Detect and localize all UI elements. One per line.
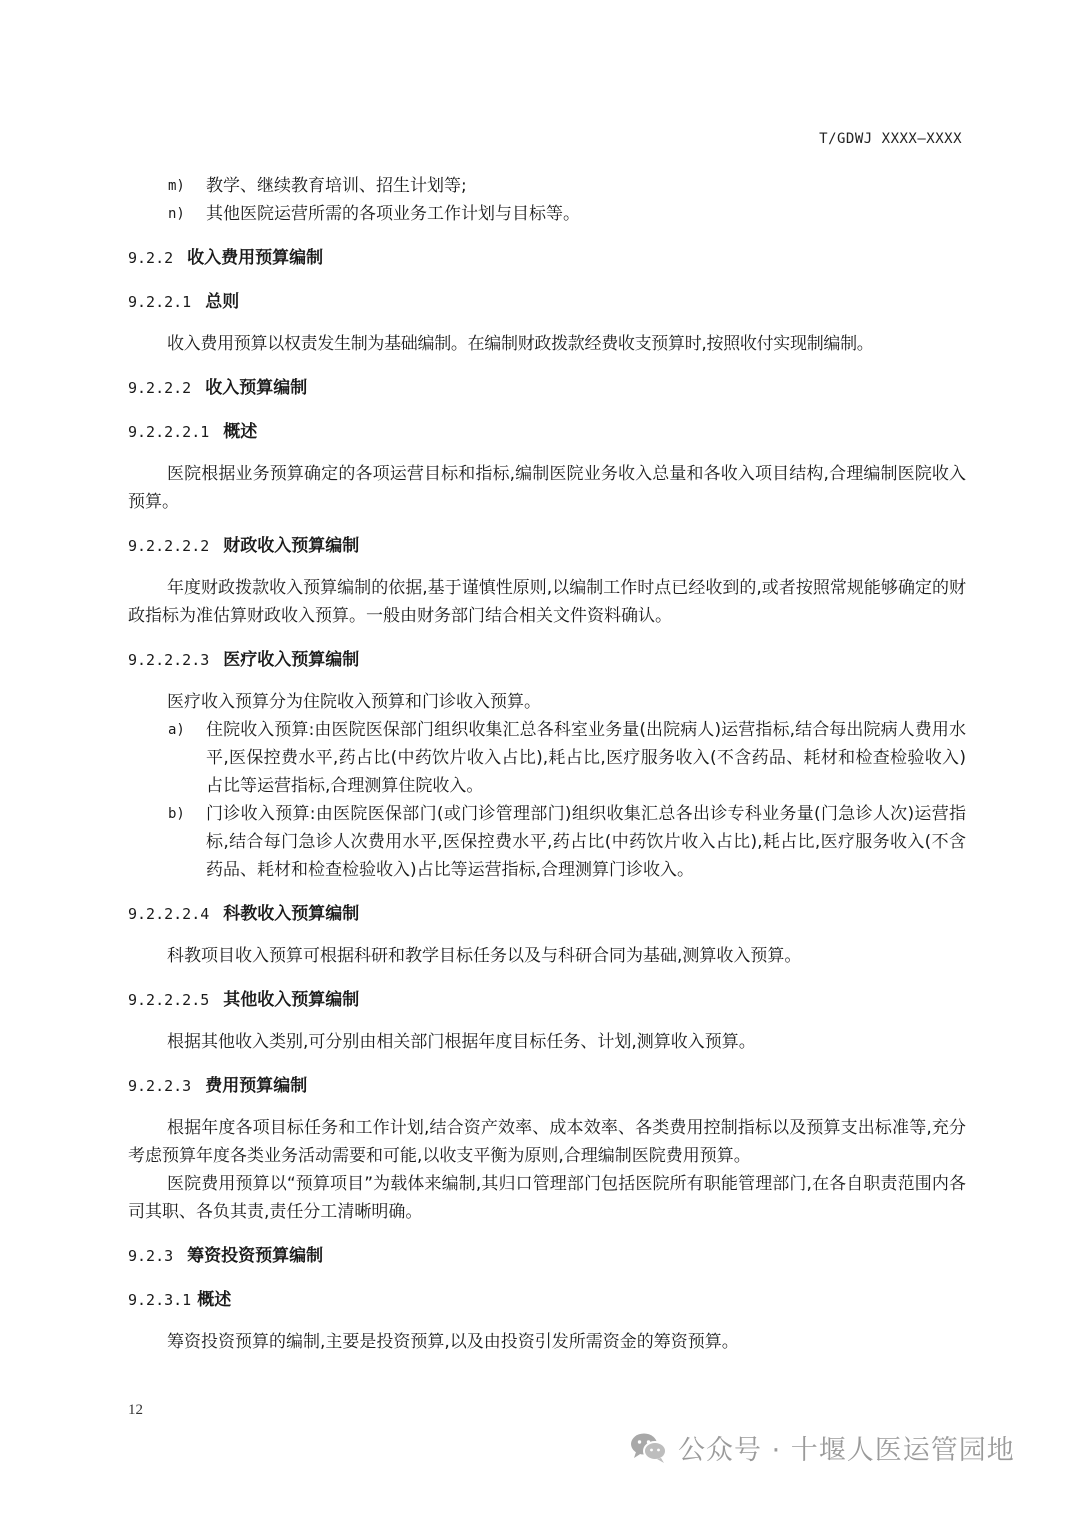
section-number: 9.2.2.2.2 [128, 537, 210, 555]
section-number: 9.2.2.2 [128, 379, 192, 397]
section-title: 医疗收入预算编制 [223, 650, 360, 670]
section-heading-9-2-2-2-5 [128, 986, 966, 1014]
section-title: 科教收入预算编制 [223, 904, 360, 924]
list-marker: a) [168, 722, 185, 738]
paragraph: 科教项目收入预算可根据科研和教学目标任务以及与科研合同为基础,测算收入预算。 [167, 946, 802, 966]
page-number: 12 [128, 1402, 143, 1418]
section-number: 9.2.2.3 [128, 1077, 192, 1095]
section-title: 收入预算编制 [205, 378, 308, 398]
list-item-a [128, 716, 966, 800]
section-heading-9-2-3-1 [128, 1286, 966, 1314]
document-body [128, 172, 966, 1356]
section-heading-9-2-2-2-4 [128, 900, 966, 928]
list-marker: n) [168, 206, 185, 222]
section-heading-9-2-2-2-2 [128, 532, 966, 560]
section-title: 财政收入预算编制 [223, 536, 360, 556]
section-heading-9-2-2 [128, 244, 966, 272]
section-heading-9-2-2-3 [128, 1072, 966, 1100]
document-code-header: T/GDWJ XXXX—XXXX [819, 131, 962, 147]
section-number: 9.2.3.1 [128, 1291, 192, 1309]
section-title: 其他收入预算编制 [223, 990, 360, 1010]
list-item-text: 教学、继续教育培训、招生计划等; [206, 176, 467, 196]
section-heading-9-2-2-2 [128, 374, 966, 402]
section-number: 9.2.2.1 [128, 293, 192, 311]
section-heading-9-2-2-2-1 [128, 418, 966, 446]
section-title: 总则 [205, 292, 240, 312]
wechat-watermark [630, 1428, 1015, 1467]
list-item-m [128, 172, 966, 200]
section-title: 收入费用预算编制 [187, 248, 324, 268]
list-item-text: 住院收入预算:由医院医保部门组织收集汇总各科室业务量(出院病人)运营指标,结合每出院病人费用水平,医保控费水平,药占比(中药饮片收入占比),耗占比,医疗服务收入(不含药品、耗材和检查检验收入)占比等运营指标,合理测算住院收入。 [206, 720, 966, 796]
paragraph: 医疗收入预算分为住院收入预算和门诊收入预算。 [167, 692, 541, 712]
section-title: 费用预算编制 [205, 1076, 308, 1096]
paragraph: 筹资投资预算的编制,主要是投资预算,以及由投资引发所需资金的筹资预算。 [167, 1332, 739, 1352]
section-heading-9-2-2-2-3 [128, 646, 966, 674]
section-number: 9.2.2.2.4 [128, 905, 210, 923]
section-heading-9-2-2-1 [128, 288, 966, 316]
paragraph: 根据其他收入类别,可分别由相关部门根据年度目标任务、计划,测算收入预算。 [167, 1032, 756, 1052]
section-number: 9.2.2.2.1 [128, 423, 210, 441]
watermark-text: 公众号 · 十堰人医运管园地 [678, 1435, 1015, 1466]
paragraph: 根据年度各项目标任务和工作计划,结合资产效率、成本效率、各类费用控制指标以及预算支出标准等,充分考虑预算年度各类业务活动需要和可能,以收支平衡为原则,合理编制医院费用预算。 [128, 1118, 966, 1166]
list-marker: m) [168, 178, 185, 194]
section-number: 9.2.2.2.5 [128, 991, 210, 1009]
list-item-text: 其他医院运营所需的各项业务工作计划与目标等。 [206, 204, 580, 224]
paragraph: 医院费用预算以“预算项目”为载体来编制,其归口管理部门包括医院所有职能管理部门,在各自职责范围内各司其职、各负其责,责任分工清晰明确。 [128, 1174, 966, 1222]
paragraph: 医院根据业务预算确定的各项运营目标和指标,编制医院业务收入总量和各收入项目结构,合理编制医院收入预算。 [128, 464, 966, 512]
section-title: 概述 [223, 422, 258, 442]
paragraph: 年度财政拨款收入预算编制的依据,基于谨慎性原则,以编制工作时点已经收到的,或者按照常规能够确定的财政指标为准估算财政收入预算。一般由财务部门结合相关文件资料确认。 [128, 578, 966, 626]
section-number: 9.2.3 [128, 1247, 174, 1265]
list-item-text: 门诊收入预算:由医院医保部门(或门诊管理部门)组织收集汇总各出诊专科业务量(门急诊人次)运营指标,结合每门急诊人次费用水平,医保控费水平,药占比(中药饮片收入占比),耗占比,医疗服务收入(不含药品、耗材和检查检验收入)占比等运营指标,合理测算门诊收入。 [206, 804, 966, 880]
section-heading-9-2-3 [128, 1242, 966, 1270]
paragraph: 收入费用预算以权责发生制为基础编制。在编制财政拨款经费收支预算时,按照收付实现制编制。 [167, 334, 874, 354]
wechat-icon [630, 1432, 668, 1464]
section-number: 9.2.2.2.3 [128, 651, 210, 669]
list-item-b [128, 800, 966, 884]
list-item-n [128, 200, 966, 228]
list-marker: b) [168, 806, 185, 822]
section-title: 筹资投资预算编制 [187, 1246, 324, 1266]
section-number: 9.2.2 [128, 249, 174, 267]
section-title: 概述 [197, 1290, 232, 1310]
